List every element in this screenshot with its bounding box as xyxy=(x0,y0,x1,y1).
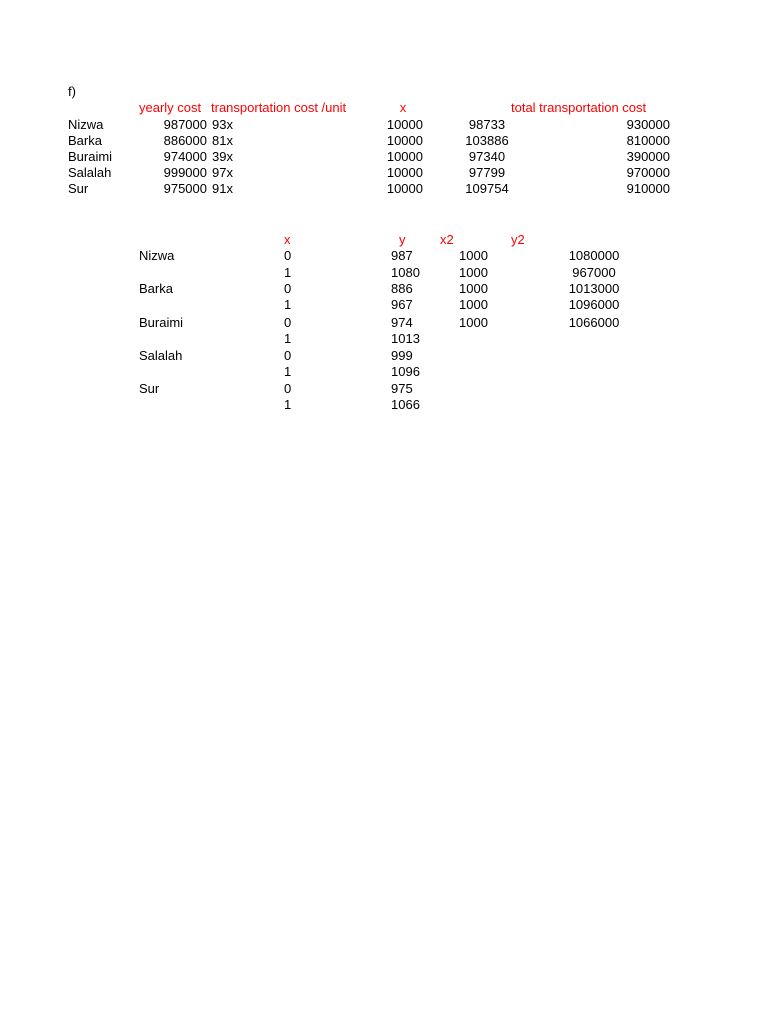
header-yearly-cost: yearly cost xyxy=(139,100,202,115)
x-cell: 10000 xyxy=(386,181,423,196)
x-cell: 10000 xyxy=(386,133,423,148)
x-cell: 0 xyxy=(284,248,292,263)
per-unit-cell: 93x xyxy=(212,117,233,132)
section-label: f) xyxy=(68,84,76,99)
x-cell: 10000 xyxy=(386,149,423,164)
city-label: Nizwa xyxy=(68,117,104,132)
total-cell: 810000 xyxy=(626,133,670,148)
y-cell: 1013 xyxy=(391,331,420,346)
y-cell: 1080 xyxy=(391,265,420,280)
y-cell: 987 xyxy=(391,248,413,263)
x-cell: 0 xyxy=(284,348,292,363)
x2-cell: 1000 xyxy=(459,315,488,330)
x-cell: 1 xyxy=(284,364,292,379)
header2-x: x xyxy=(284,232,291,247)
yearly-cost-cell: 987000 xyxy=(163,117,207,132)
y2-cell: 1066000 xyxy=(568,315,620,330)
city-label: Sur xyxy=(68,181,89,196)
y2-cell: 1096000 xyxy=(568,297,620,312)
total-cell: 970000 xyxy=(626,165,670,180)
header-x: x xyxy=(399,100,407,115)
y-cell: 975 xyxy=(391,381,413,396)
y2-cell: 1013000 xyxy=(568,281,620,296)
value-cell: 97340 xyxy=(468,149,506,164)
city-label: Sur xyxy=(139,381,160,396)
x-cell: 1 xyxy=(284,397,292,412)
value-cell: 109754 xyxy=(465,181,509,196)
x-cell: 1 xyxy=(284,297,292,312)
value-cell: 98733 xyxy=(468,117,506,132)
yearly-cost-cell: 999000 xyxy=(163,165,207,180)
x-cell: 1 xyxy=(284,265,292,280)
city-label: Barka xyxy=(68,133,102,148)
x-cell: 10000 xyxy=(386,165,423,180)
x2-cell: 1000 xyxy=(459,297,488,312)
total-cell: 390000 xyxy=(626,149,670,164)
per-unit-cell: 91x xyxy=(212,181,233,196)
city-label: Salalah xyxy=(139,348,183,363)
city-label: Buraimi xyxy=(139,315,184,330)
x-cell: 0 xyxy=(284,281,292,296)
per-unit-cell: 39x xyxy=(212,149,233,164)
header2-x2: x2 xyxy=(440,232,454,247)
value-cell: 97799 xyxy=(468,165,506,180)
x2-cell: 1000 xyxy=(459,281,488,296)
yearly-cost-cell: 975000 xyxy=(163,181,207,196)
header2-y: y xyxy=(399,232,406,247)
per-unit-cell: 81x xyxy=(212,133,233,148)
yearly-cost-cell: 974000 xyxy=(163,149,207,164)
y-cell: 886 xyxy=(391,281,413,296)
x-cell: 1 xyxy=(284,331,292,346)
yearly-cost-cell: 886000 xyxy=(163,133,207,148)
y-cell: 967 xyxy=(391,297,413,312)
y-cell: 974 xyxy=(391,315,413,330)
city-label: Barka xyxy=(139,281,173,296)
city-label: Salalah xyxy=(68,165,112,180)
y2-cell: 1080000 xyxy=(568,248,620,263)
value-cell: 103886 xyxy=(465,133,509,148)
x-cell: 0 xyxy=(284,315,292,330)
total-cell: 930000 xyxy=(626,117,670,132)
x-cell: 10000 xyxy=(386,117,423,132)
header-transport-per-unit: transportation cost /unit xyxy=(211,100,347,115)
x2-cell: 1000 xyxy=(459,265,488,280)
x2-cell: 1000 xyxy=(459,248,488,263)
header-total-transport-cost: total transportation cost xyxy=(511,100,647,115)
header2-y2: y2 xyxy=(511,232,525,247)
y-cell: 999 xyxy=(391,348,413,363)
total-cell: 910000 xyxy=(626,181,670,196)
y2-cell: 967000 xyxy=(572,265,616,280)
city-label: Buraimi xyxy=(68,149,113,164)
x-cell: 0 xyxy=(284,381,292,396)
y-cell: 1096 xyxy=(391,364,420,379)
city-label: Nizwa xyxy=(139,248,175,263)
per-unit-cell: 97x xyxy=(212,165,233,180)
y-cell: 1066 xyxy=(391,397,420,412)
